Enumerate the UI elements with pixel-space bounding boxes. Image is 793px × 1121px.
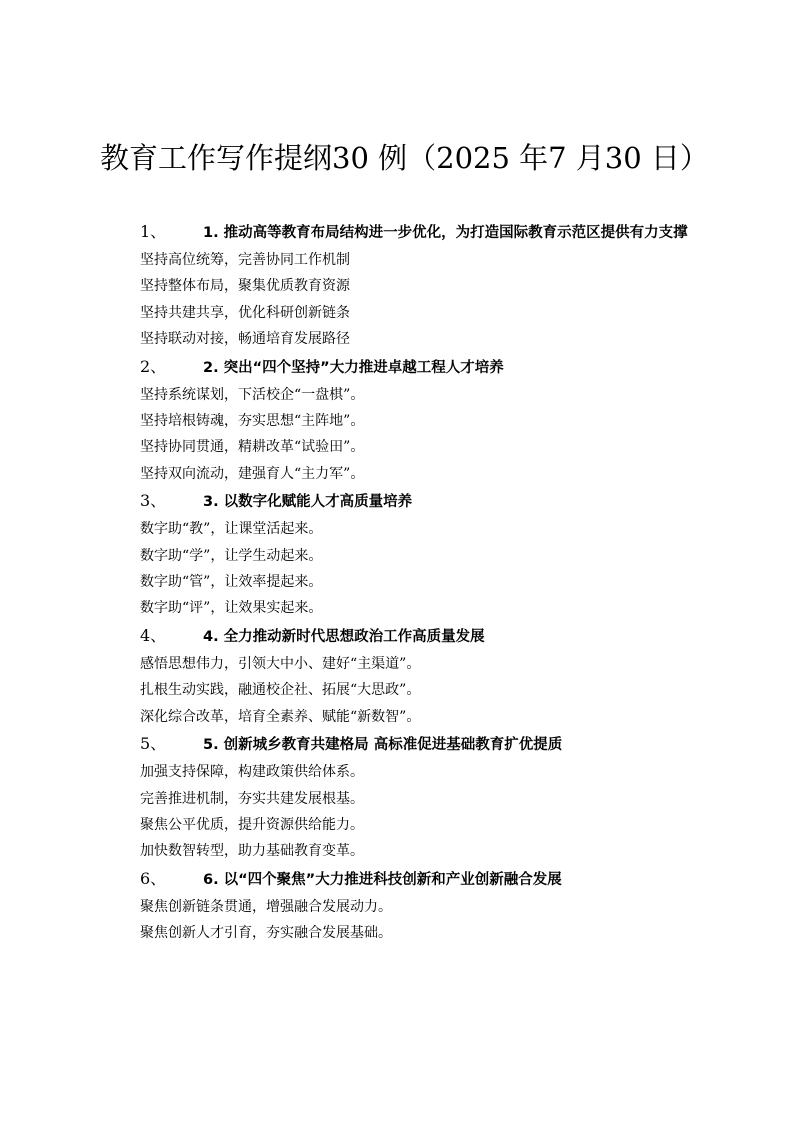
section-number: 5、 xyxy=(140,734,167,754)
list-item: 扎根生动实践，融通校企社、拓展“大思政”。 xyxy=(140,682,421,699)
section-3 xyxy=(108,487,708,622)
section-heading-text: 4. 全力推动新时代思想政治工作高质量发展 xyxy=(203,628,485,645)
list-item: 坚持联动对接，畅通培育发展路径 xyxy=(140,331,350,348)
section-heading-text: 1. 推动高等教育布局结构进一步优化，为打造国际教育示范区提供有力支撑 xyxy=(203,225,688,241)
section-heading-text: 6. 以“四个聚焦”大力推进科技创新和产业创新融合发展 xyxy=(203,871,562,888)
document-title: 教育工作写作提纲30 例（2025 年7 月30 日） xyxy=(100,141,709,175)
list-item: 完善推进机制，夯实共建发展根基。 xyxy=(140,790,364,807)
list-item: 数字助“教”，让课堂活起来。 xyxy=(140,521,323,538)
section-1 xyxy=(108,218,708,353)
section-number: 4、 xyxy=(140,625,167,645)
section-number: 3、 xyxy=(140,491,167,511)
list-item: 聚焦创新人才引育，夯实融合发展基础。 xyxy=(140,925,392,942)
list-item: 坚持高位统筹，完善协同工作机制 xyxy=(140,252,350,268)
section-heading-text: 2. 突出“四个坚持”大力推进卓越工程人才培养 xyxy=(203,359,504,376)
section-heading xyxy=(108,218,708,247)
section-number: 1、 xyxy=(140,222,167,241)
list-item: 感悟思想伟力，引领大中小、建好“主渠道”。 xyxy=(140,655,421,672)
list-item: 坚持系统谋划，下活校企“一盘棋”。 xyxy=(140,386,365,403)
list-item: 坚持双向流动，建强育人“主力军”。 xyxy=(140,465,365,482)
section-5 xyxy=(108,730,708,865)
document-body xyxy=(108,218,708,947)
section-heading xyxy=(108,622,708,651)
section-heading-text: 3. 以数字化赋能人才高质量培养 xyxy=(203,494,413,511)
list-item: 数字助“评”，让效果实起来。 xyxy=(140,600,323,617)
list-item: 坚持培根铸魂，夯实思想“主阵地”。 xyxy=(140,413,365,430)
section-heading-text: 5. 创新城乡教育共建格局 高标准促进基础教育扩优提质 xyxy=(203,737,563,754)
list-item: 聚焦公平优质，提升资源供给能力。 xyxy=(140,816,364,833)
list-item: 加快数智转型，助力基础教育变革。 xyxy=(140,843,364,860)
section-heading xyxy=(108,487,708,516)
list-item: 坚持共建共享，优化科研创新链条 xyxy=(140,304,350,321)
section-2 xyxy=(108,353,708,488)
list-item: 数字助“学”，让学生动起来。 xyxy=(140,547,323,564)
list-item: 坚持协同贯通，精耕改革“试验田”。 xyxy=(140,439,365,456)
list-item: 聚焦创新链条贯通，增强融合发展动力。 xyxy=(140,898,392,915)
list-item: 加强支持保障，构建政策供给体系。 xyxy=(140,764,364,781)
list-item: 坚持整体布局，聚集优质教育资源 xyxy=(140,278,350,295)
section-heading xyxy=(108,353,708,382)
section-4 xyxy=(108,622,708,730)
list-item: 数字助“管”，让效率提起来。 xyxy=(140,574,323,591)
section-number: 2、 xyxy=(140,356,167,376)
section-6 xyxy=(108,865,708,947)
list-item: 深化综合改革，培育全素养、赋能“新数智”。 xyxy=(140,708,421,725)
section-heading xyxy=(108,865,708,894)
section-heading xyxy=(108,730,708,759)
section-number: 6、 xyxy=(140,868,167,888)
